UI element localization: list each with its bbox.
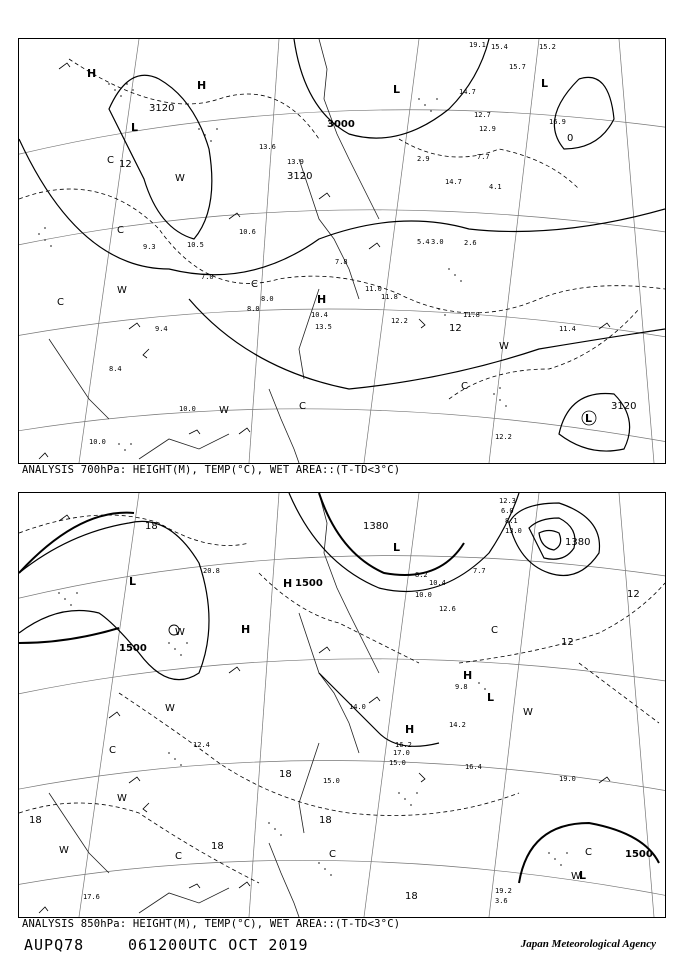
- station-value: 9.4: [155, 325, 168, 333]
- station-value: 19.0: [559, 775, 576, 783]
- isotherm-label: 12: [627, 589, 640, 600]
- isotherm-label: 18: [319, 815, 332, 826]
- isotherm-label: 12: [561, 637, 574, 648]
- station-value: 15.7: [509, 63, 526, 71]
- station-value: 13.0: [505, 527, 522, 535]
- station-value: 12.2: [391, 317, 408, 325]
- station-value: 7.0: [201, 273, 214, 281]
- low-pressure-marker: L: [393, 83, 401, 96]
- contour-label: 3120: [149, 103, 175, 114]
- low-pressure-marker: L: [393, 541, 401, 554]
- station-value: 13.9: [287, 158, 304, 166]
- station-value: 12.4: [193, 741, 210, 749]
- station-value: 12.9: [479, 125, 496, 133]
- isotherm-label: 18: [279, 769, 292, 780]
- height-contours: [19, 493, 659, 883]
- isotherm-label: 0: [567, 133, 574, 144]
- station-value: 19.1: [469, 41, 486, 49]
- station-value: 15.2: [539, 43, 556, 51]
- warm-center-marker: W: [175, 627, 185, 638]
- station-value: 7.7: [477, 153, 490, 161]
- low-pressure-marker: L: [129, 575, 137, 588]
- height-contours: [19, 39, 665, 451]
- station-value: 5.4: [417, 238, 430, 246]
- contour-label: 3120: [287, 171, 313, 182]
- station-value: 14.2: [449, 721, 466, 729]
- contour-label: 1380: [363, 521, 389, 532]
- station-value: 10.0: [179, 405, 196, 413]
- high-pressure-marker: H: [283, 577, 293, 590]
- low-pressure-marker: L: [585, 412, 593, 425]
- map-850hpa-svg: [19, 493, 665, 917]
- station-value: 10.5: [187, 241, 204, 249]
- station-value: 11.4: [559, 325, 576, 333]
- cold-center-marker: C: [117, 225, 124, 236]
- contour-label: 3120: [611, 401, 637, 412]
- isotherm-label: 18: [405, 891, 418, 902]
- station-value: 8.0: [247, 305, 260, 313]
- contour-label: 1500: [625, 849, 653, 860]
- station-value: 9.8: [455, 683, 468, 691]
- station-value: 8.0: [261, 295, 274, 303]
- station-value: 15.0: [389, 759, 406, 767]
- warm-center-marker: W: [523, 707, 533, 718]
- station-value: 9.3: [143, 243, 156, 251]
- station-value: 16.4: [465, 763, 482, 771]
- station-value: 11.0: [365, 285, 382, 293]
- graticule: [19, 493, 665, 917]
- cold-center-marker: C: [329, 849, 336, 860]
- station-value: 19.2: [495, 887, 512, 895]
- station-value: 2.6: [464, 239, 477, 247]
- warm-center-marker: W: [59, 845, 69, 856]
- contour-label: 1500: [295, 578, 323, 589]
- isotherm-label: 12: [119, 159, 132, 170]
- wet-area-stipple: [38, 83, 507, 451]
- station-value: 3.0: [431, 238, 444, 246]
- coastlines: [49, 39, 379, 463]
- contour-label: 1380: [565, 537, 591, 548]
- station-value: 8.2: [415, 571, 428, 579]
- cold-center-marker: C: [175, 851, 182, 862]
- cold-center-marker: C: [491, 625, 498, 636]
- station-value: 2.9: [417, 155, 430, 163]
- station-value: 10.4: [311, 311, 328, 319]
- cold-center-marker: C: [299, 401, 306, 412]
- isotherms: [19, 515, 665, 883]
- station-value: 13.5: [315, 323, 332, 331]
- station-value: 6.0: [501, 507, 514, 515]
- map-panel-700hpa: [18, 38, 666, 464]
- cold-center-marker: C: [251, 279, 258, 290]
- isotherm-label: 18: [145, 521, 158, 532]
- warm-center-marker: W: [219, 405, 229, 416]
- station-value: 12.6: [439, 605, 456, 613]
- station-value: 10.4: [429, 579, 446, 587]
- warm-center-marker: W: [499, 341, 509, 352]
- station-value: 3.6: [495, 897, 508, 905]
- high-pressure-marker: H: [317, 293, 327, 306]
- panel-caption-700hpa: ANALYSIS 700hPa: HEIGHT(M), TEMP(°C), WET AREA::(T-TD<3°C): [22, 464, 401, 476]
- agency-credit: Japan Meteorological Agency: [520, 938, 656, 950]
- high-pressure-marker: H: [463, 669, 473, 682]
- warm-center-marker: W: [175, 173, 185, 184]
- station-value: 10.0: [89, 438, 106, 446]
- station-value: 16.9: [549, 118, 566, 126]
- high-pressure-marker: H: [241, 623, 251, 636]
- cold-center-marker: C: [57, 297, 64, 308]
- station-value: 7.7: [473, 567, 486, 575]
- issue-time: 061200UTC OCT 2019: [128, 936, 309, 954]
- station-value: 8.4: [109, 365, 122, 373]
- map-700hpa-svg: [19, 39, 665, 463]
- station-value: 11.8: [381, 293, 398, 301]
- station-value: 14.7: [445, 178, 462, 186]
- station-value: 10.6: [239, 228, 256, 236]
- warm-center-marker: W: [117, 793, 127, 804]
- cold-center-marker: C: [107, 155, 114, 166]
- warm-center-marker: W: [571, 871, 581, 882]
- station-value: 17.0: [393, 749, 410, 757]
- cold-center-marker: C: [461, 381, 468, 392]
- warm-center-marker: W: [117, 285, 127, 296]
- station-value: 7.8: [335, 258, 348, 266]
- cold-center-marker: C: [585, 847, 592, 858]
- station-value: 15.4: [491, 43, 508, 51]
- station-value: 12.7: [474, 111, 491, 119]
- station-value: 20.8: [203, 567, 220, 575]
- isotherm-label: 18: [29, 815, 42, 826]
- station-value: 12.3: [499, 497, 516, 505]
- station-value: 15.0: [323, 777, 340, 785]
- station-value: 14.7: [459, 88, 476, 96]
- warm-center-marker: W: [165, 703, 175, 714]
- low-pressure-marker: L: [487, 691, 495, 704]
- station-value: 16.2: [395, 741, 412, 749]
- station-value: 11.8: [463, 311, 480, 319]
- graticule: [19, 39, 665, 463]
- high-pressure-marker: H: [87, 67, 97, 80]
- cold-center-marker: C: [109, 745, 116, 756]
- chart-product-id: AUPQ78: [24, 936, 85, 954]
- contour-label: 3000: [327, 119, 355, 130]
- isotherm-label: 12: [449, 323, 462, 334]
- station-value: 4.1: [489, 183, 502, 191]
- low-pressure-marker: L: [131, 121, 139, 134]
- station-value: 13.6: [259, 143, 276, 151]
- isotherm-label: 18: [211, 841, 224, 852]
- station-value: 12.2: [495, 433, 512, 441]
- station-plots: [83, 497, 576, 905]
- panel-caption-850hpa: ANALYSIS 850hPa: HEIGHT(M), TEMP(°C), WET AREA::(T-TD<3°C): [22, 918, 401, 930]
- low-pressure-marker: L: [541, 77, 549, 90]
- low-pressure-marker: L: [579, 869, 587, 882]
- station-value: 8.1: [505, 517, 518, 525]
- high-pressure-marker: H: [405, 723, 415, 736]
- station-value: 10.0: [415, 591, 432, 599]
- station-value: 14.0: [349, 703, 366, 711]
- station-value: 17.6: [83, 893, 100, 901]
- high-pressure-marker: H: [197, 79, 207, 92]
- map-panel-850hpa: [18, 492, 666, 918]
- contour-label: 1500: [119, 643, 147, 654]
